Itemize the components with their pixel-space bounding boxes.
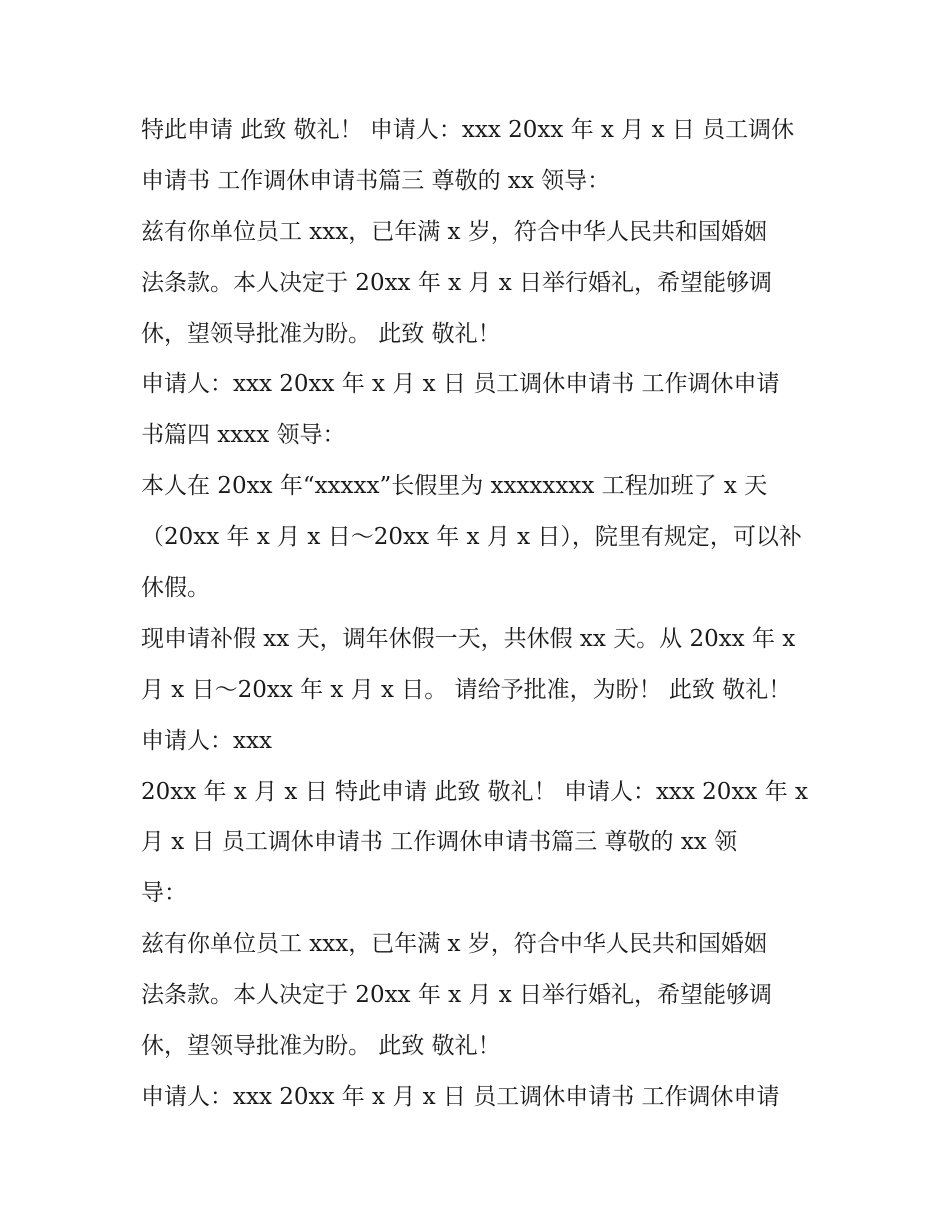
- document-body: [141, 105, 821, 1123]
- text-line: （20xx 年 x 月 x 日～20xx 年 x 月 x 日），院里有规定，可以补: [141, 524, 802, 551]
- text-line: 休假。: [141, 575, 210, 602]
- text-line: 申请人：xxx 20xx 年 x 月 x 日 员工调休申请书 工作调休申请: [141, 371, 780, 398]
- text-line: 申请人：xxx 20xx 年 x 月 x 日 员工调休申请书 工作调休申请: [141, 1083, 780, 1110]
- text-line: 书篇四 xxxx 领导：: [141, 422, 346, 449]
- text-line: 休，望领导批准为盼。 此致 敬礼！: [141, 1033, 501, 1060]
- text-line: 本人在 20xx 年“xxxxx”长假里为 xxxxxxxx 工程加班了 x 天: [141, 473, 768, 500]
- text-line: 导：: [141, 880, 187, 907]
- text-line: 20xx 年 x 月 x 日 特此申请 此致 敬礼！ 申请人：xxx 20xx 年 x: [141, 778, 808, 805]
- text-line: 法条款。本人决定于 20xx 年 x 月 x 日举行婚礼，希望能够调: [141, 982, 773, 1009]
- text-line: 法条款。本人决定于 20xx 年 x 月 x 日举行婚礼，希望能够调: [141, 269, 773, 296]
- text-line: 申请人：xxx: [141, 727, 272, 754]
- text-line: 特此申请 此致 敬礼！ 申请人：xxx 20xx 年 x 月 x 日 员工调休: [141, 117, 795, 143]
- text-line: 兹有你单位员工 xxx，已年满 x 岁，符合中华人民共和国婚姻: [141, 218, 767, 245]
- text-line: 月 x 日 员工调休申请书 工作调休申请书篇三 尊敬的 xx 领: [141, 829, 738, 856]
- text-line: 月 x 日～20xx 年 x 月 x 日。 请给予批准，为盼！ 此致 敬礼！: [141, 676, 792, 703]
- text-line: 申请书 工作调休申请书篇三 尊敬的 xx 领导：: [141, 167, 611, 194]
- text-line: 兹有你单位员工 xxx，已年满 x 岁，符合中华人民共和国婚姻: [141, 931, 767, 958]
- text-line: 休，望领导批准为盼。 此致 敬礼！: [141, 320, 501, 347]
- text-line: 现申请补假 xx 天，调年休假一天，共休假 xx 天。从 20xx 年 x: [141, 625, 796, 652]
